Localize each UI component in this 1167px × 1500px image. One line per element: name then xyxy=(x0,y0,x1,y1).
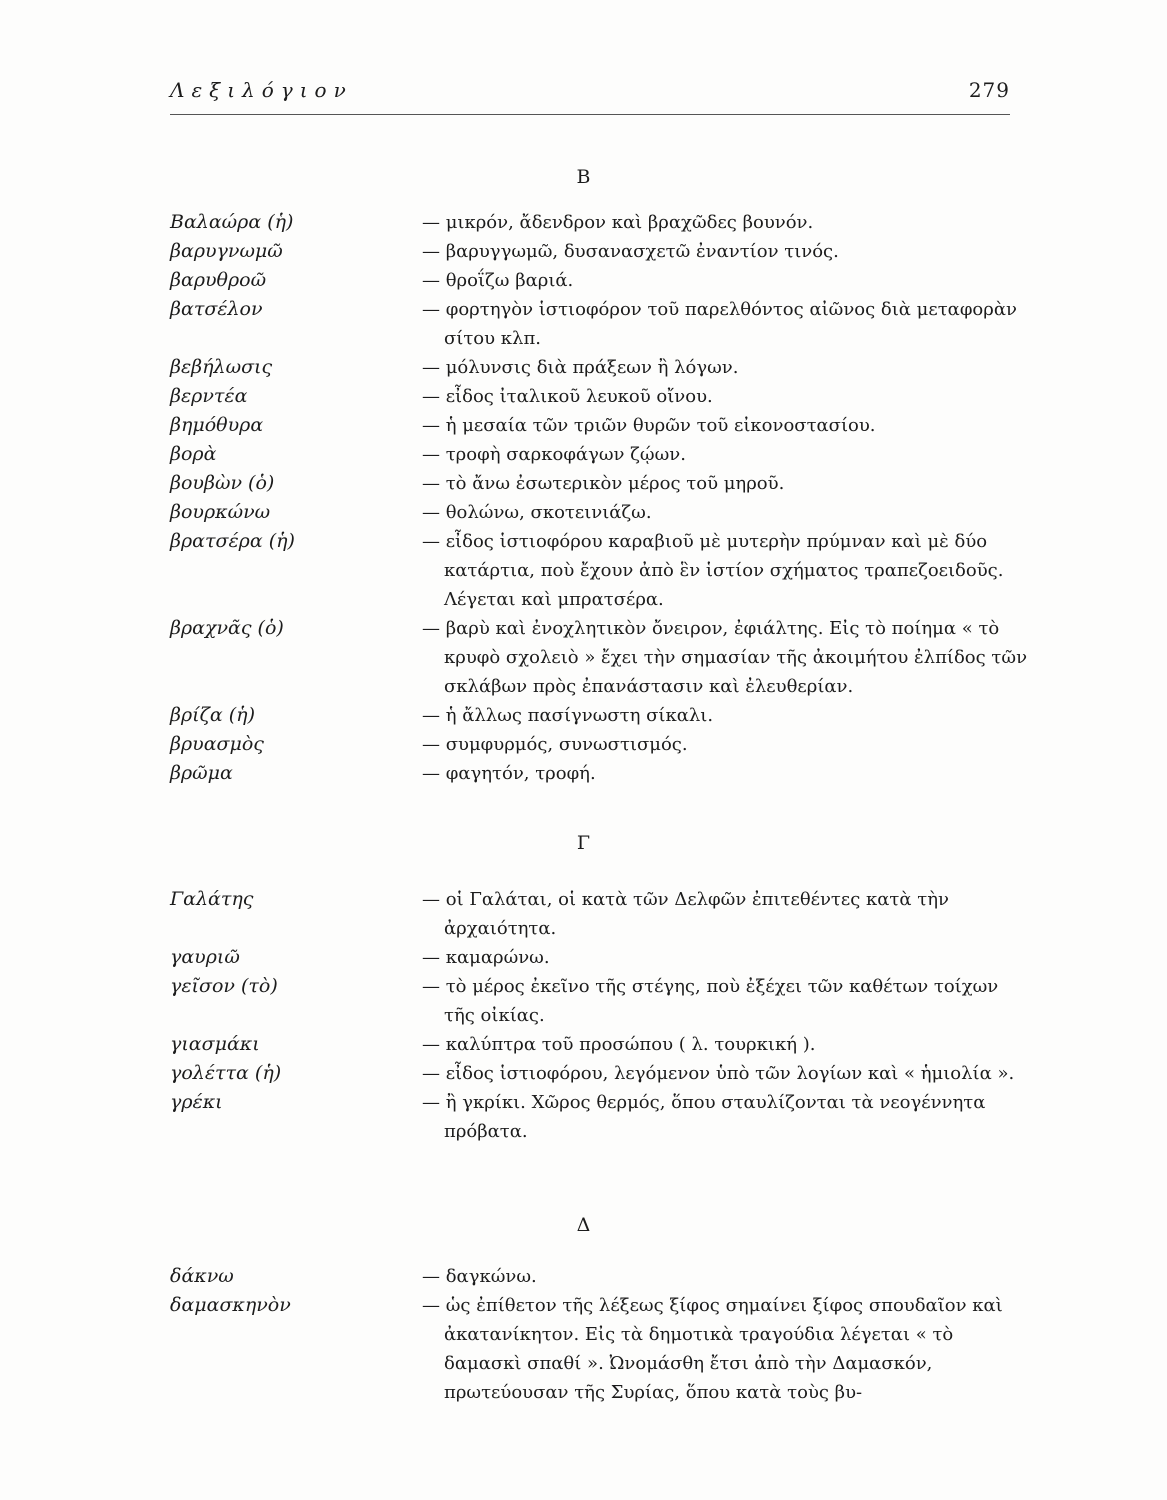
glossary-entry xyxy=(170,237,1030,266)
entry-definition: — βαρὺ καὶ ἐνοχλητικὸν ὄνειρον, ἐφιάλτης. Εἰς τὸ ποίημα « τὸ κρυφὸ σχολειὸ » ἔχει τὴν σημασίαν τῆς ἀκοιμήτου ἐλπίδος τῶν σκλάβων πρὸς ἐπανάστασιν καὶ ἐλευθερίαν. xyxy=(422,618,1028,697)
entry-term: βραχνᾶς (ὁ) xyxy=(170,617,284,639)
entry-definition: — μόλυνσις διὰ πράξεων ἢ λόγων. xyxy=(422,357,739,378)
glossary-entry xyxy=(170,1030,1030,1059)
entry-definition: — εἶδος ἱστιοφόρου, λεγόμενον ὑπὸ τῶν λογίων καὶ « ἡμιολία ». xyxy=(422,1063,1015,1084)
entry-term: δαμασκηνὸν xyxy=(170,1294,291,1316)
glossary-entry xyxy=(170,885,1030,943)
glossary-entry xyxy=(170,1262,1030,1291)
glossary-entry xyxy=(170,440,1030,469)
entry-definition: — μικρόν, ἄδενδρον καὶ βραχῶδες βουνόν. xyxy=(422,212,814,233)
section-heading-delta: Δ xyxy=(576,1214,591,1236)
entry-definition: — τὸ μέρος ἐκεῖνο τῆς στέγης, ποὺ ἐξέχει τῶν καθέτων τοίχων τῆς οἰκίας. xyxy=(422,976,999,1026)
glossary-entry xyxy=(170,353,1030,382)
entry-definition: — τροφὴ σαρκοφάγων ζῴων. xyxy=(422,444,686,465)
glossary-entry xyxy=(170,266,1030,295)
entry-term: βαρυθρoῶ xyxy=(170,269,267,291)
entry-list-delta xyxy=(170,1262,1030,1407)
entry-definition: — εἶδος ἱστιοφόρου καραβιοῦ μὲ μυτερὴν πρύμναν καὶ μὲ δύο κατάρτια, ποὺ ἔχουν ἀπὸ ἓν ἱστίον σχήματος τραπεζοειδοῦς. Λέγεται καὶ μπρατσέρα. xyxy=(422,531,1004,610)
entry-definition: — καλύπτρα τοῦ προσώπου ( λ. τουρκική ). xyxy=(422,1034,816,1055)
glossary-entry xyxy=(170,943,1030,972)
header-divider xyxy=(170,114,1010,115)
entry-term: γαυριῶ xyxy=(170,946,240,968)
entry-definition: — συμφυρμός, συνωστισμός. xyxy=(422,734,688,755)
glossary-entry xyxy=(170,498,1030,527)
entry-term: γιασμάκι xyxy=(170,1033,260,1055)
entry-definition: — ὡς ἐπίθετον τῆς λέξεως ξίφος σημαίνει ξίφος σπουδαῖον καὶ ἀκατανίκητον. Εἰς τὰ δημοτικὰ τραγούδια λέγεται « τὸ δαμασκὶ σπαθί ». Ὠνομάσθη ἔτσι ἀπὸ τὴν Δαμασκόν, πρωτεύουσαν τῆς Συρίας, ὅπου κατὰ τοὺς βυ- xyxy=(422,1295,1003,1403)
entry-term: βρίζα (ἡ) xyxy=(170,704,255,726)
entry-term: γρέκι xyxy=(170,1091,223,1113)
glossary-entry xyxy=(170,972,1030,1030)
entry-definition: — ἡ ἄλλως πασίγνωστη σίκαλι. xyxy=(422,705,714,726)
entry-term: βατσέλον xyxy=(170,298,263,320)
glossary-entry xyxy=(170,1059,1030,1088)
entry-list-gamma xyxy=(170,885,1030,1146)
entry-definition: — θολώνω, σκοτεινιάζω. xyxy=(422,502,652,523)
entry-definition: — φαγητόν, τροφή. xyxy=(422,763,596,784)
entry-term: βεβήλωσις xyxy=(170,356,273,378)
entry-term: βουρκώνω xyxy=(170,501,271,523)
entry-definition: — τὸ ἄνω ἐσωτερικὸν μέρος τοῦ μηροῦ. xyxy=(422,473,785,494)
glossary-entry xyxy=(170,614,1030,701)
entry-term: βαρυγνωμῶ xyxy=(170,240,283,262)
entry-definition: — εἶδος ἰταλικοῦ λευκοῦ οἴνου. xyxy=(422,386,713,407)
entry-definition: — ἢ γκρίκι. Χῶρος θερμός, ὅπου σταυλίζονται τὰ νεογέννητα πρόβατα. xyxy=(422,1092,986,1142)
entry-term: γολέττα (ἡ) xyxy=(170,1062,282,1084)
glossary-entry xyxy=(170,382,1030,411)
glossary-entry xyxy=(170,730,1030,759)
glossary-entry xyxy=(170,759,1030,788)
glossary-entry xyxy=(170,527,1030,614)
entry-definition: — ἡ μεσαία τῶν τριῶν θυρῶν τοῦ εἰκονοστασίου. xyxy=(422,415,876,436)
section-heading-beta: Β xyxy=(576,166,591,188)
entry-term: βερντέα xyxy=(170,385,248,407)
entry-term: βορὰ xyxy=(170,443,217,465)
running-title: Λεξιλόγιον xyxy=(170,78,353,102)
glossary-entry xyxy=(170,701,1030,730)
entry-term: Γαλάτης xyxy=(170,888,254,910)
entry-definition: — καμαρώνω. xyxy=(422,947,550,968)
entry-definition: — δαγκώνω. xyxy=(422,1266,537,1287)
entry-term: βουβὼν (ὁ) xyxy=(170,472,275,494)
glossary-entry xyxy=(170,1088,1030,1146)
entry-list-beta xyxy=(170,208,1030,788)
entry-term: βρυασμὸς xyxy=(170,733,264,755)
section-heading-gamma: Γ xyxy=(576,832,591,854)
entry-definition: — οἱ Γαλάται, οἱ κατὰ τῶν Δελφῶν ἐπιτεθέντες κατὰ τὴν ἀρχαιότητα. xyxy=(422,889,949,939)
glossary-entry xyxy=(170,295,1030,353)
entry-term: Βαλαώρα (ἡ) xyxy=(170,211,294,233)
glossary-entry xyxy=(170,208,1030,237)
glossary-entry xyxy=(170,411,1030,440)
entry-term: βρατσέρα (ἡ) xyxy=(170,530,295,552)
entry-definition: — θροΐζω βαριά. xyxy=(422,270,574,291)
glossary-entry xyxy=(170,1291,1030,1407)
entry-term: βρῶμα xyxy=(170,762,233,784)
page-number: 279 xyxy=(968,78,1010,102)
entry-definition: — φορτηγὸν ἱστιοφόρον τοῦ παρελθόντος αἰῶνος διὰ μεταφορὰν σίτου κλπ. xyxy=(422,299,1017,349)
glossary-entry xyxy=(170,469,1030,498)
entry-definition: — βαρυγγωμῶ, δυσανασχετῶ ἐναντίον τινός. xyxy=(422,241,839,262)
running-header xyxy=(170,78,1010,106)
entry-term: δάκνω xyxy=(170,1265,234,1287)
entry-term: βημόθυρα xyxy=(170,414,264,436)
entry-term: γεῖσον (τὸ) xyxy=(170,975,278,997)
